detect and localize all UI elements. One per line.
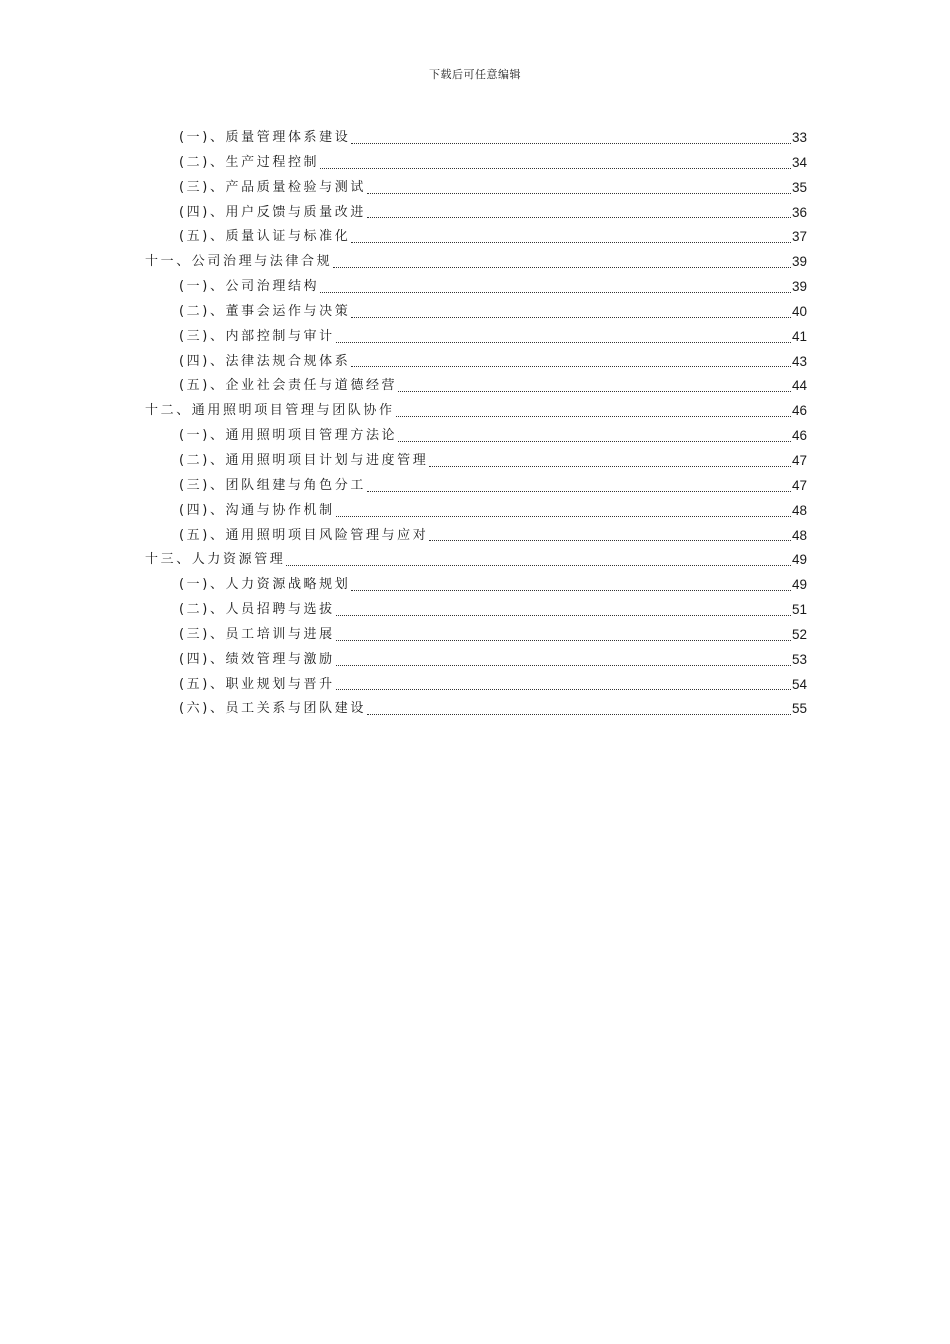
toc-dot-leader [351, 317, 791, 318]
toc-section-entry[interactable] [145, 374, 807, 399]
toc-dot-leader [367, 491, 791, 492]
toc-dot-leader [398, 391, 791, 392]
toc-entry-title: (四)、法律法规合规体系 [179, 353, 351, 369]
toc-entry-title: (五)、职业规划与晋升 [179, 676, 335, 692]
toc-page-number: 46 [791, 428, 807, 444]
toc-section-entry[interactable] [145, 648, 807, 673]
toc-entry-title: (三)、员工培训与进展 [179, 626, 335, 642]
toc-page-number: 39 [791, 279, 807, 295]
toc-dot-leader [367, 217, 791, 218]
toc-entry-title: (一)、质量管理体系建设 [179, 130, 351, 145]
toc-section-entry[interactable] [145, 573, 807, 598]
toc-page-number: 55 [791, 701, 807, 717]
toc-dot-leader [320, 292, 791, 293]
toc-entry-title: (五)、质量认证与标准化 [179, 229, 351, 245]
toc-entry-title: (六)、员工关系与团队建设 [179, 701, 366, 717]
toc-section-entry[interactable] [145, 325, 807, 350]
toc-section-entry[interactable] [145, 300, 807, 325]
toc-page-number: 43 [791, 353, 807, 369]
toc-page-number: 48 [791, 502, 807, 518]
toc-entry-title: (二)、人员招聘与选拔 [179, 602, 335, 618]
toc-section-entry[interactable] [145, 524, 807, 549]
toc-entry-title: (二)、董事会运作与决策 [179, 303, 351, 319]
toc-page-number: 41 [791, 328, 807, 344]
toc-entry-title: 十三、人力资源管理 [145, 552, 286, 568]
toc-section-entry[interactable] [145, 350, 807, 375]
toc-dot-leader [336, 689, 791, 690]
toc-page-number: 36 [791, 204, 807, 220]
toc-entry-title: (三)、内部控制与审计 [179, 328, 335, 344]
toc-dot-leader [320, 168, 791, 169]
toc-entry-title: (五)、通用照明项目风险管理与应对 [179, 527, 429, 543]
toc-section-entry[interactable] [145, 598, 807, 623]
page-header: 下载后可任意编辑 [429, 68, 521, 81]
toc-dot-leader [286, 565, 791, 566]
toc-entry-title: (三)、产品质量检验与测试 [179, 179, 366, 195]
toc-page-number: 33 [791, 130, 807, 145]
toc-page-number: 52 [791, 626, 807, 642]
toc-dot-leader [367, 714, 791, 715]
toc-entry-title: (一)、人力资源战略规划 [179, 577, 351, 593]
toc-dot-leader [336, 665, 791, 666]
toc-section-entry[interactable] [145, 673, 807, 698]
toc-page-number: 34 [791, 154, 807, 170]
toc-entry-title: (四)、沟通与协作机制 [179, 502, 335, 518]
toc-dot-leader [429, 540, 791, 541]
toc-section-entry[interactable] [145, 151, 807, 176]
table-of-contents [145, 126, 807, 722]
toc-page-number: 35 [791, 179, 807, 195]
toc-dot-leader [336, 516, 791, 517]
toc-entry-title: (四)、用户反馈与质量改进 [179, 204, 366, 220]
toc-section-entry[interactable] [145, 499, 807, 524]
toc-entry-title: 十二、通用照明项目管理与团队协作 [145, 403, 395, 419]
toc-entry-title: 十一、公司治理与法律合规 [145, 254, 333, 270]
toc-dot-leader [333, 267, 791, 268]
toc-section-entry[interactable] [145, 623, 807, 648]
toc-section-entry[interactable] [145, 449, 807, 474]
toc-page-number: 40 [791, 303, 807, 319]
toc-page-number: 37 [791, 229, 807, 245]
toc-section-entry[interactable] [145, 201, 807, 226]
toc-entry-title: (五)、企业社会责任与道德经营 [179, 378, 398, 394]
toc-section-entry[interactable] [145, 126, 807, 151]
toc-section-entry[interactable] [145, 176, 807, 201]
toc-entry-title: (一)、公司治理结构 [179, 279, 320, 295]
toc-chapter-entry[interactable] [145, 250, 807, 275]
toc-dot-leader [351, 590, 791, 591]
toc-dot-leader [367, 193, 791, 194]
toc-dot-leader [398, 441, 791, 442]
toc-entry-title: (二)、通用照明项目计划与进度管理 [179, 452, 429, 468]
toc-entry-title: (二)、生产过程控制 [179, 154, 320, 170]
toc-entry-title: (四)、绩效管理与激励 [179, 651, 335, 667]
toc-dot-leader [336, 342, 791, 343]
toc-entry-title: (三)、团队组建与角色分工 [179, 477, 366, 493]
toc-page-number: 51 [791, 602, 807, 618]
toc-page-number: 39 [791, 254, 807, 270]
toc-dot-leader [351, 242, 791, 243]
toc-chapter-entry[interactable] [145, 399, 807, 424]
toc-entry-title: (一)、通用照明项目管理方法论 [179, 428, 398, 444]
toc-section-entry[interactable] [145, 225, 807, 250]
toc-dot-leader [396, 416, 791, 417]
toc-page-number: 49 [791, 577, 807, 593]
toc-dot-leader [429, 466, 791, 467]
toc-page-number: 48 [791, 527, 807, 543]
toc-page-number: 53 [791, 651, 807, 667]
toc-section-entry[interactable] [145, 697, 807, 722]
toc-dot-leader [351, 366, 791, 367]
toc-page-number: 54 [791, 676, 807, 692]
toc-page-number: 49 [791, 552, 807, 568]
toc-dot-leader [336, 615, 791, 616]
toc-page-number: 46 [791, 403, 807, 419]
toc-section-entry[interactable] [145, 275, 807, 300]
toc-page-number: 47 [791, 477, 807, 493]
toc-page-number: 44 [791, 378, 807, 394]
toc-dot-leader [351, 143, 791, 144]
toc-page-number: 47 [791, 452, 807, 468]
toc-chapter-entry[interactable] [145, 548, 807, 573]
toc-section-entry[interactable] [145, 474, 807, 499]
toc-section-entry[interactable] [145, 424, 807, 449]
toc-dot-leader [336, 640, 791, 641]
